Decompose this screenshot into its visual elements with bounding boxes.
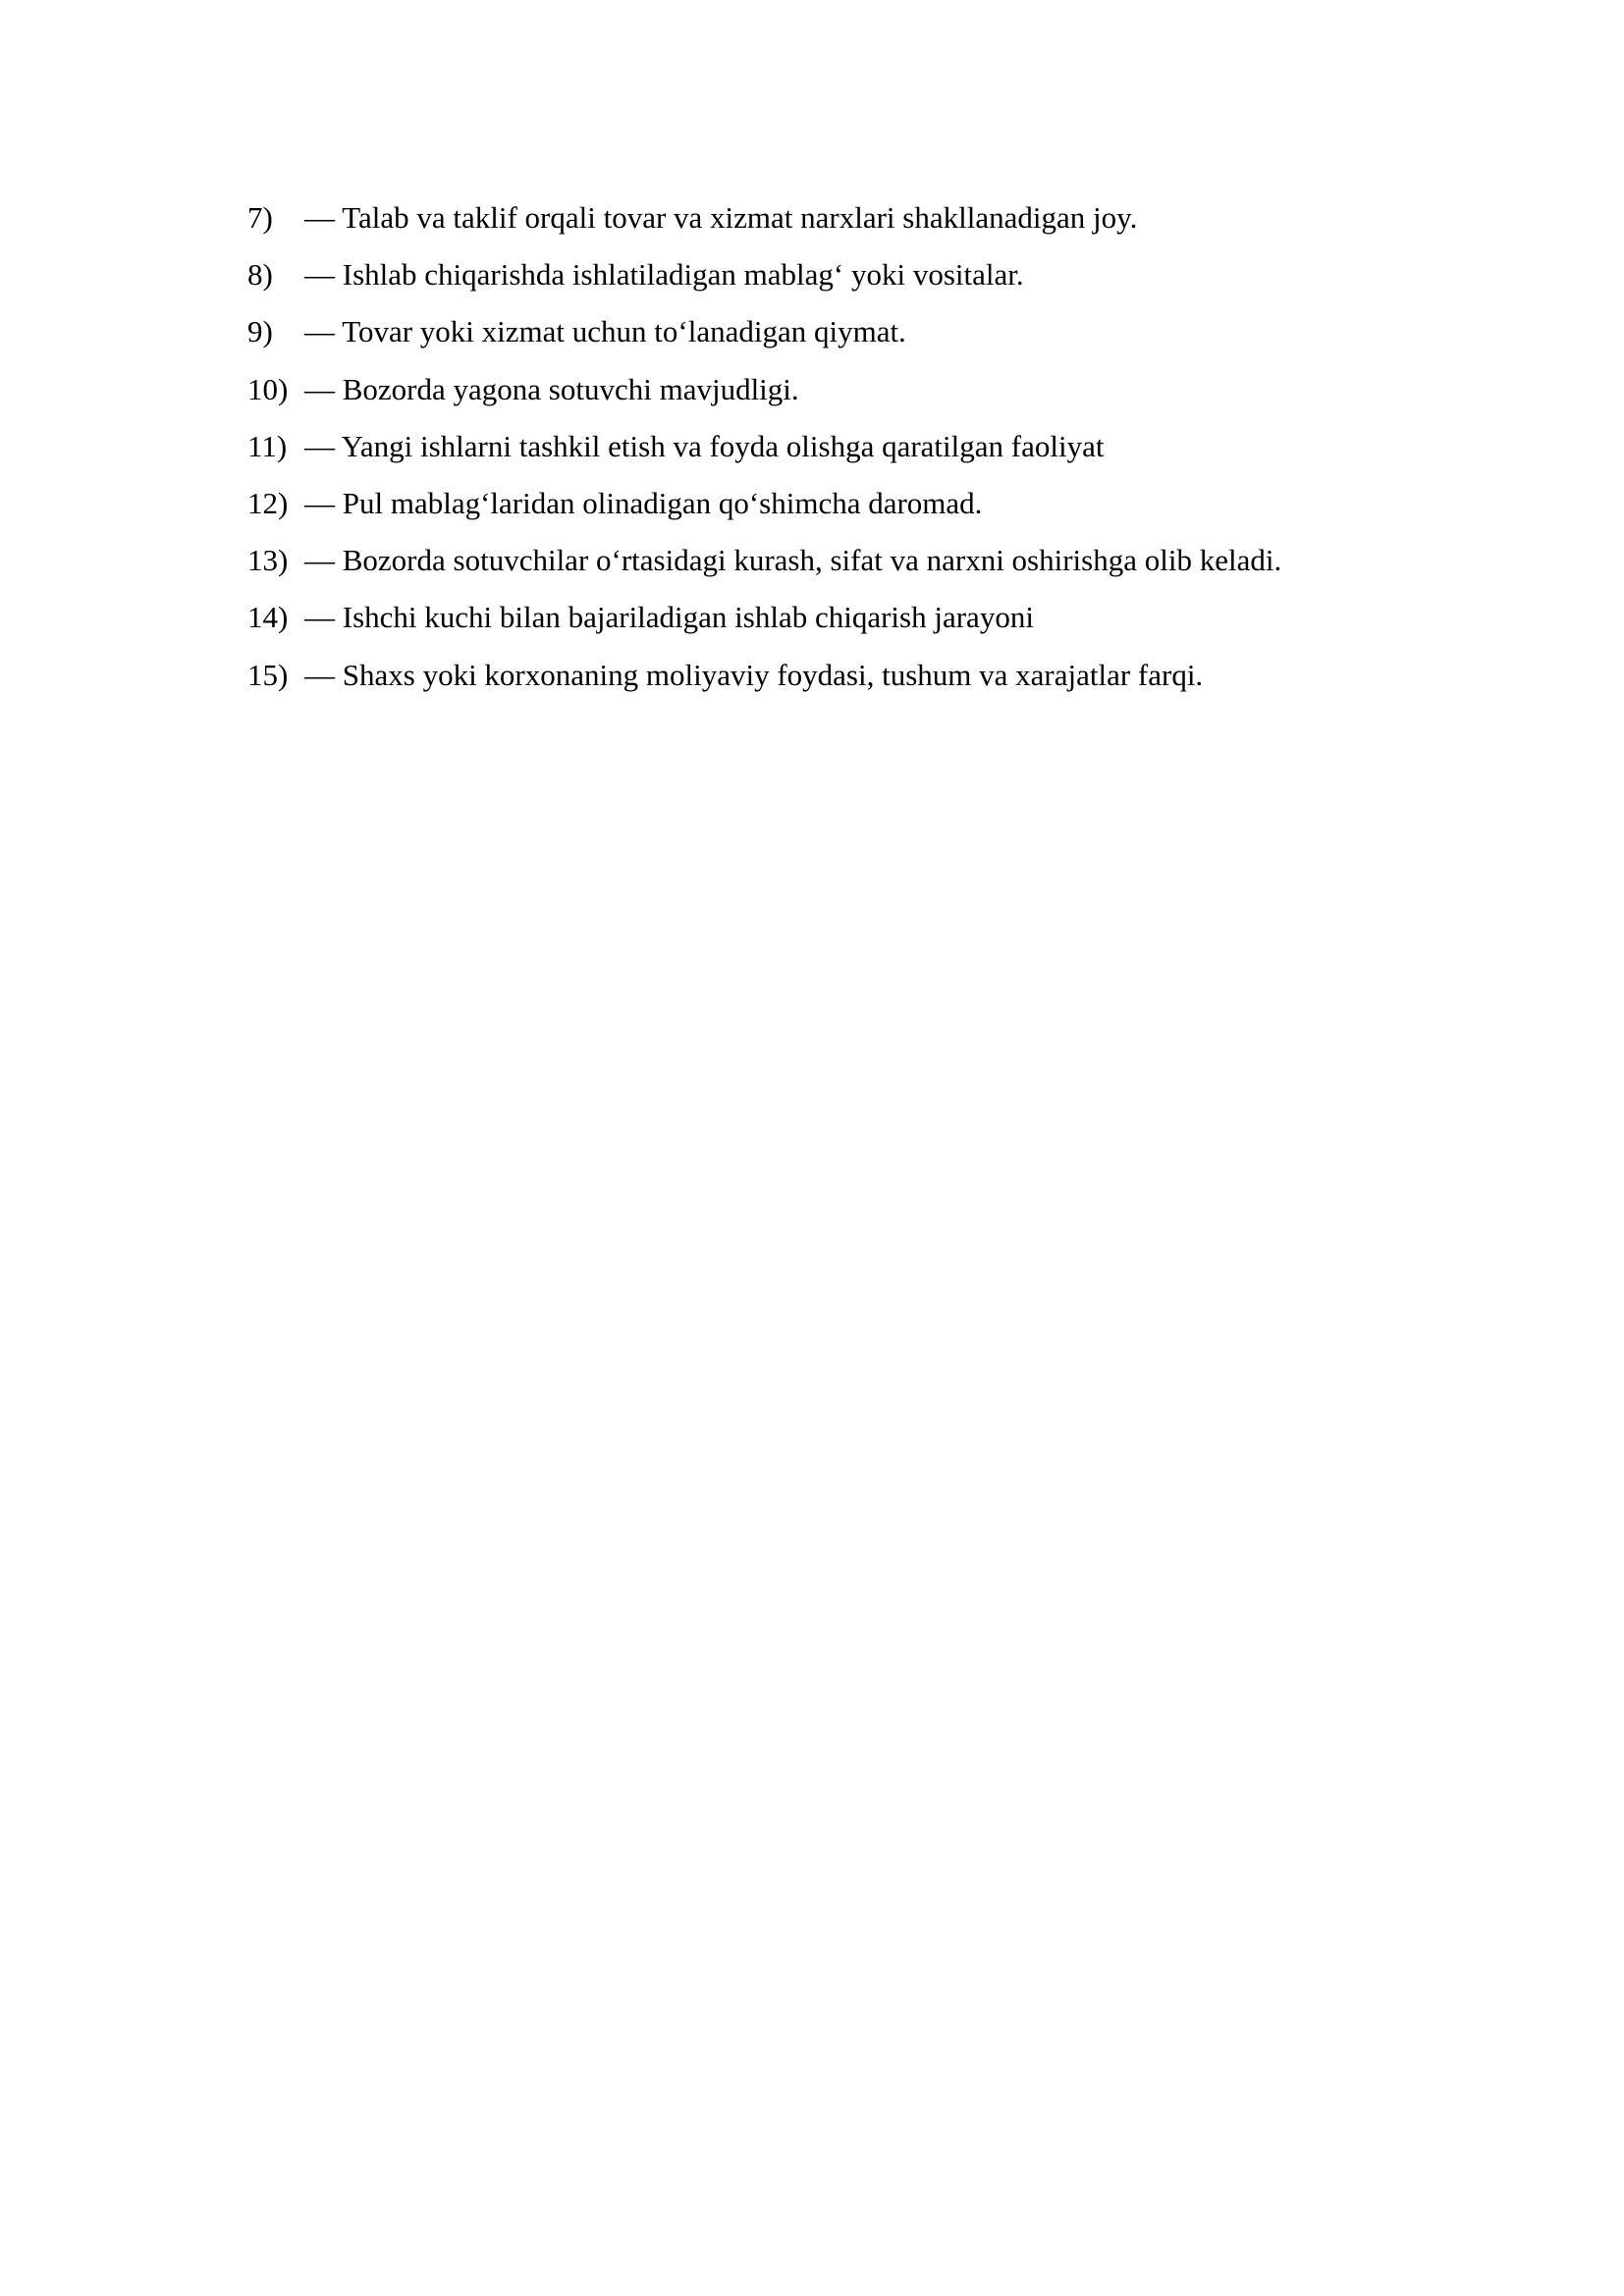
list-item: [247, 595, 1485, 652]
item-number: 13): [247, 543, 289, 578]
definition-list: [247, 195, 1485, 710]
list-item: [247, 424, 1485, 481]
list-item: [247, 653, 1485, 710]
item-text: — Shaxs yoki korxonaning moliyaviy foydasi, tushum va xarajatlar farqi.: [304, 657, 1204, 692]
list-item: [247, 309, 1485, 366]
list-item: [247, 252, 1485, 309]
list-item: [247, 367, 1485, 424]
item-text: — Bozorda yagona sotuvchi mavjudligi.: [304, 371, 799, 406]
item-number: 14): [247, 600, 289, 635]
item-text: — Talab va taklif orqali tovar va xizmat narxlari shakllanadigan joy.: [304, 200, 1138, 235]
item-number: 8): [247, 257, 273, 293]
item-text: — Bozorda sotuvchilar o‘rtasidagi kurash, sifat va narxni oshirishga olib keladi.: [304, 543, 1282, 578]
item-number: 12): [247, 485, 289, 520]
item-text: — Yangi ishlarni tashkil etish va foyda olishga qaratilgan faoliyat: [304, 428, 1105, 463]
item-text: — Pul mablag‘laridan olinadigan qo‘shimcha daromad.: [304, 485, 983, 520]
item-number: 7): [247, 200, 273, 235]
item-number: 10): [247, 371, 289, 406]
item-number: 11): [247, 428, 288, 463]
item-number: 15): [247, 657, 289, 692]
list-item: [247, 195, 1485, 252]
list-item: [247, 538, 1485, 595]
list-item: [247, 481, 1485, 538]
item-number: 9): [247, 314, 273, 349]
item-text: — Ishchi kuchi bilan bajariladigan ishlab chiqarish jarayoni: [304, 600, 1034, 635]
item-text: — Ishlab chiqarishda ishlatiladigan mablag‘ yoki vositalar.: [304, 257, 1024, 293]
item-text: — Tovar yoki xizmat uchun to‘lanadigan qiymat.: [304, 314, 906, 349]
